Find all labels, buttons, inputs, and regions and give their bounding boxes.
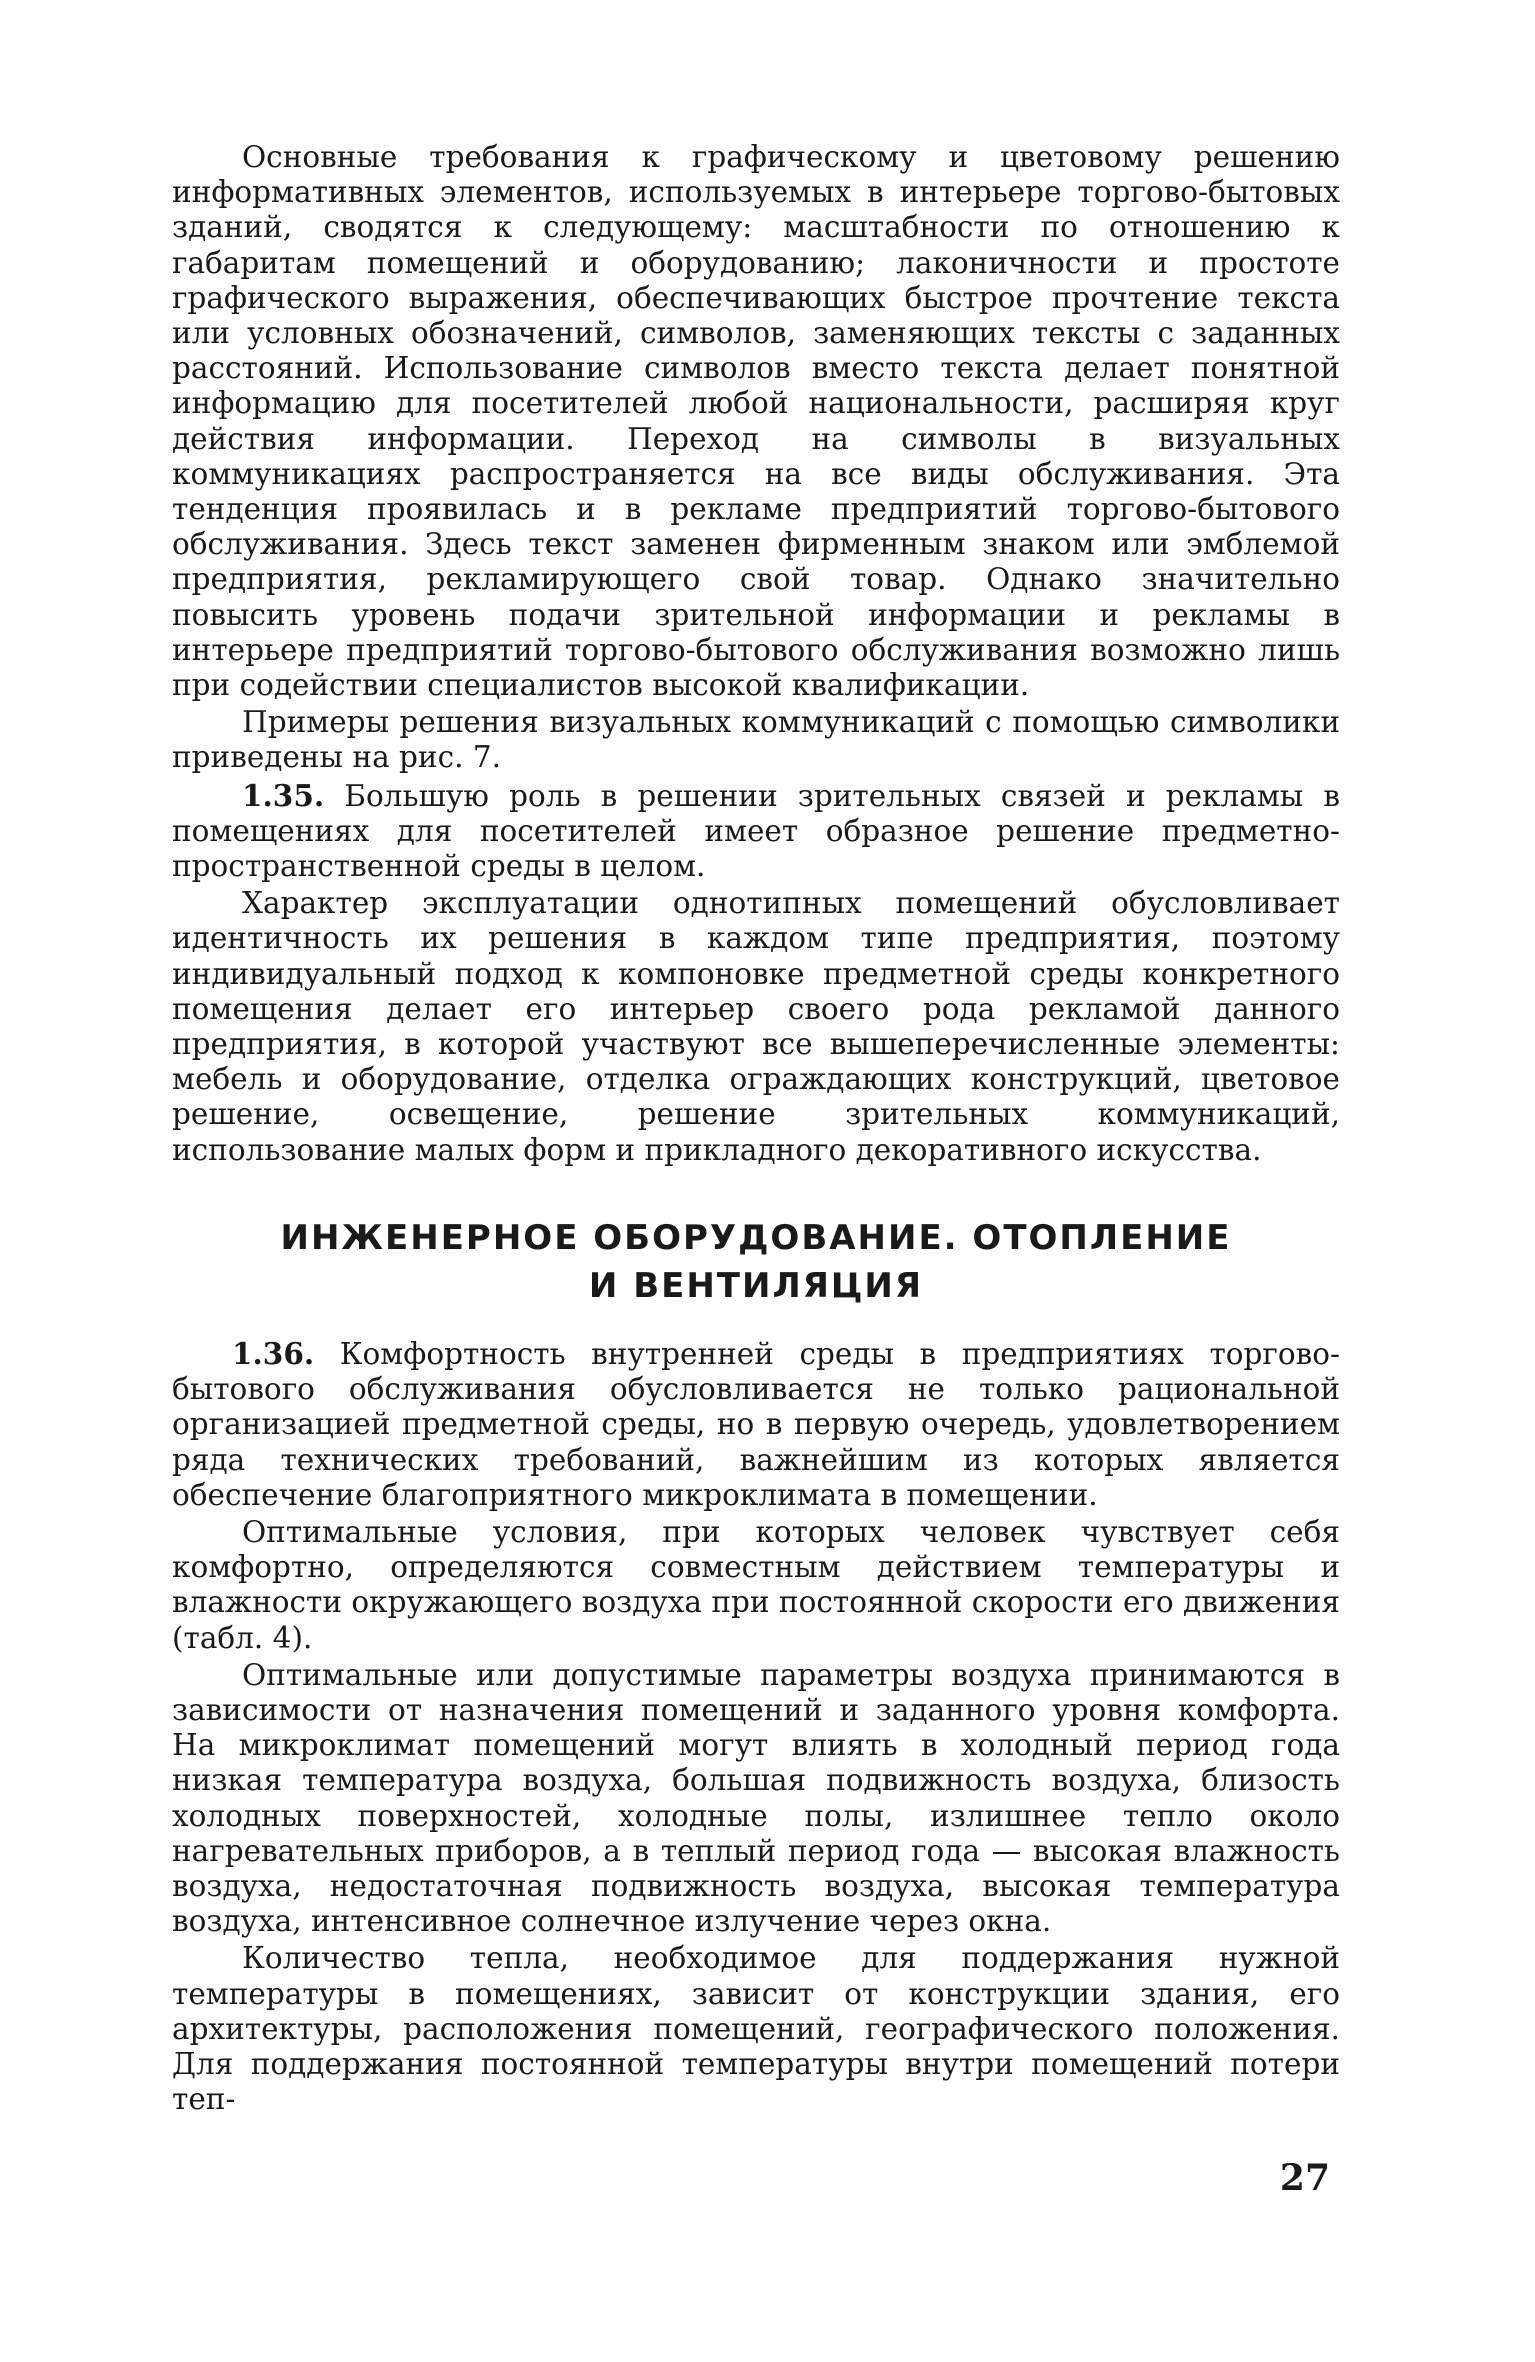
section-text-1-35: Большую роль в решении зрительных связей и рекламы в помещениях для посетителей имеет образное решение предметно-пространственной среды в целом. [172, 778, 1340, 884]
heading-line-2: И ВЕНТИЛЯЦИЯ [588, 1265, 924, 1306]
paragraph-section-1-35 [172, 778, 1340, 885]
heading-line-1: ИНЖЕНЕРНОЕ ОБОРУДОВАНИЕ. ОТОПЛЕНИЕ [280, 1217, 1232, 1258]
paragraph-operation-character: Характер эксплуатации однотипных помещений обусловливает идентичность их решения в каждом типе предприятия, поэтому индивидуальный подход к компоновке предметной среды конкретного помещения делает его интерьер своего рода рекламой данного предприятия, в которой участвуют все вышеперечисленные элементы: мебель и оборудование, отделка ограждающих конструкций, цветовое решение, освещение, решение зрительных коммуникаций, использование малых форм и прикладного декоративного искусства. [172, 886, 1340, 1167]
paragraph-symbol-examples: Примеры решения визуальных коммуникаций с помощью символики приведены на рис. 7. [172, 705, 1340, 775]
section-heading [172, 1214, 1340, 1310]
paragraph-graphic-requirements: Основные требования к графическому и цветовому решению информативных элементов, используемых в интерьере торгово-бытовых зданий, сводятся к следующему: масштабности по отношению к габаритам помещений и оборудованию; лаконичности и простоте графического выражения, обеспечивающих быстрое прочтение текста или условных обозначений, символов, заменяющих тексты с заданных расстояний. Использование символов вместо текста делает понятной информацию для посетителей любой национальности, расширяя круг действия информации. Переход на символы в визуальных коммуникациях распространяется на все виды обслуживания. Эта тенденция проявилась и в рекламе предприятий торгово-бытового обслуживания. Здесь текст заменен фирменным знаком или эмблемой предприятия, рекламирующего свой товар. Однако значительно повысить уровень подачи зрительной информации и рекламы в интерьере предприятий торгово-бытового обслуживания возможно лишь при содействии специалистов высокой квалификации. [172, 140, 1340, 703]
paragraph-heat-amount: Количество тепла, необходимое для поддержания нужной температуры в помещениях, зависит от конструкции здания, его архитектуры, расположения помещений, географического положения. Для поддержания постоянной температуры внутри помещений потери теп- [172, 1941, 1340, 2117]
section-text-1-36: Комфортность внутренней среды в предприятиях торгово-бытового обслуживания обусловливается не только рациональной организацией предметной среды, но в первую очередь, удовлетворением ряда технических требований, важнейшим из которых является обеспечение благоприятного микроклимата в помещении. [172, 1336, 1340, 1512]
paragraph-optimal-conditions: Оптимальные условия, при которых человек чувствует себя комфортно, определяются совместным действием температуры и влажности окружающего воздуха при постоянной скорости его движения (табл. 4). [172, 1514, 1340, 1655]
page-body [172, 140, 1340, 2117]
paragraph-air-parameters: Оптимальные или допустимые параметры воздуха принимаются в зависимости от назначения помещений и заданного уровня комфорта. На микроклимат помещений могут влиять в холодный период года низкая температура воздуха, большая подвижность воздуха, близость холодных поверхностей, холодные полы, излишнее тепло около нагревательных приборов, а в теплый период года — высокая влажность воздуха, недостаточная подвижность воздуха, высокая температура воздуха, интенсивное солнечное излучение через окна. [172, 1657, 1340, 1939]
section-number-1-36: 1.36. [232, 1335, 315, 1371]
section-number-1-35: 1.35. [242, 777, 325, 813]
paragraph-section-1-36 [172, 1336, 1340, 1513]
page-number: 27 [1279, 2157, 1330, 2199]
